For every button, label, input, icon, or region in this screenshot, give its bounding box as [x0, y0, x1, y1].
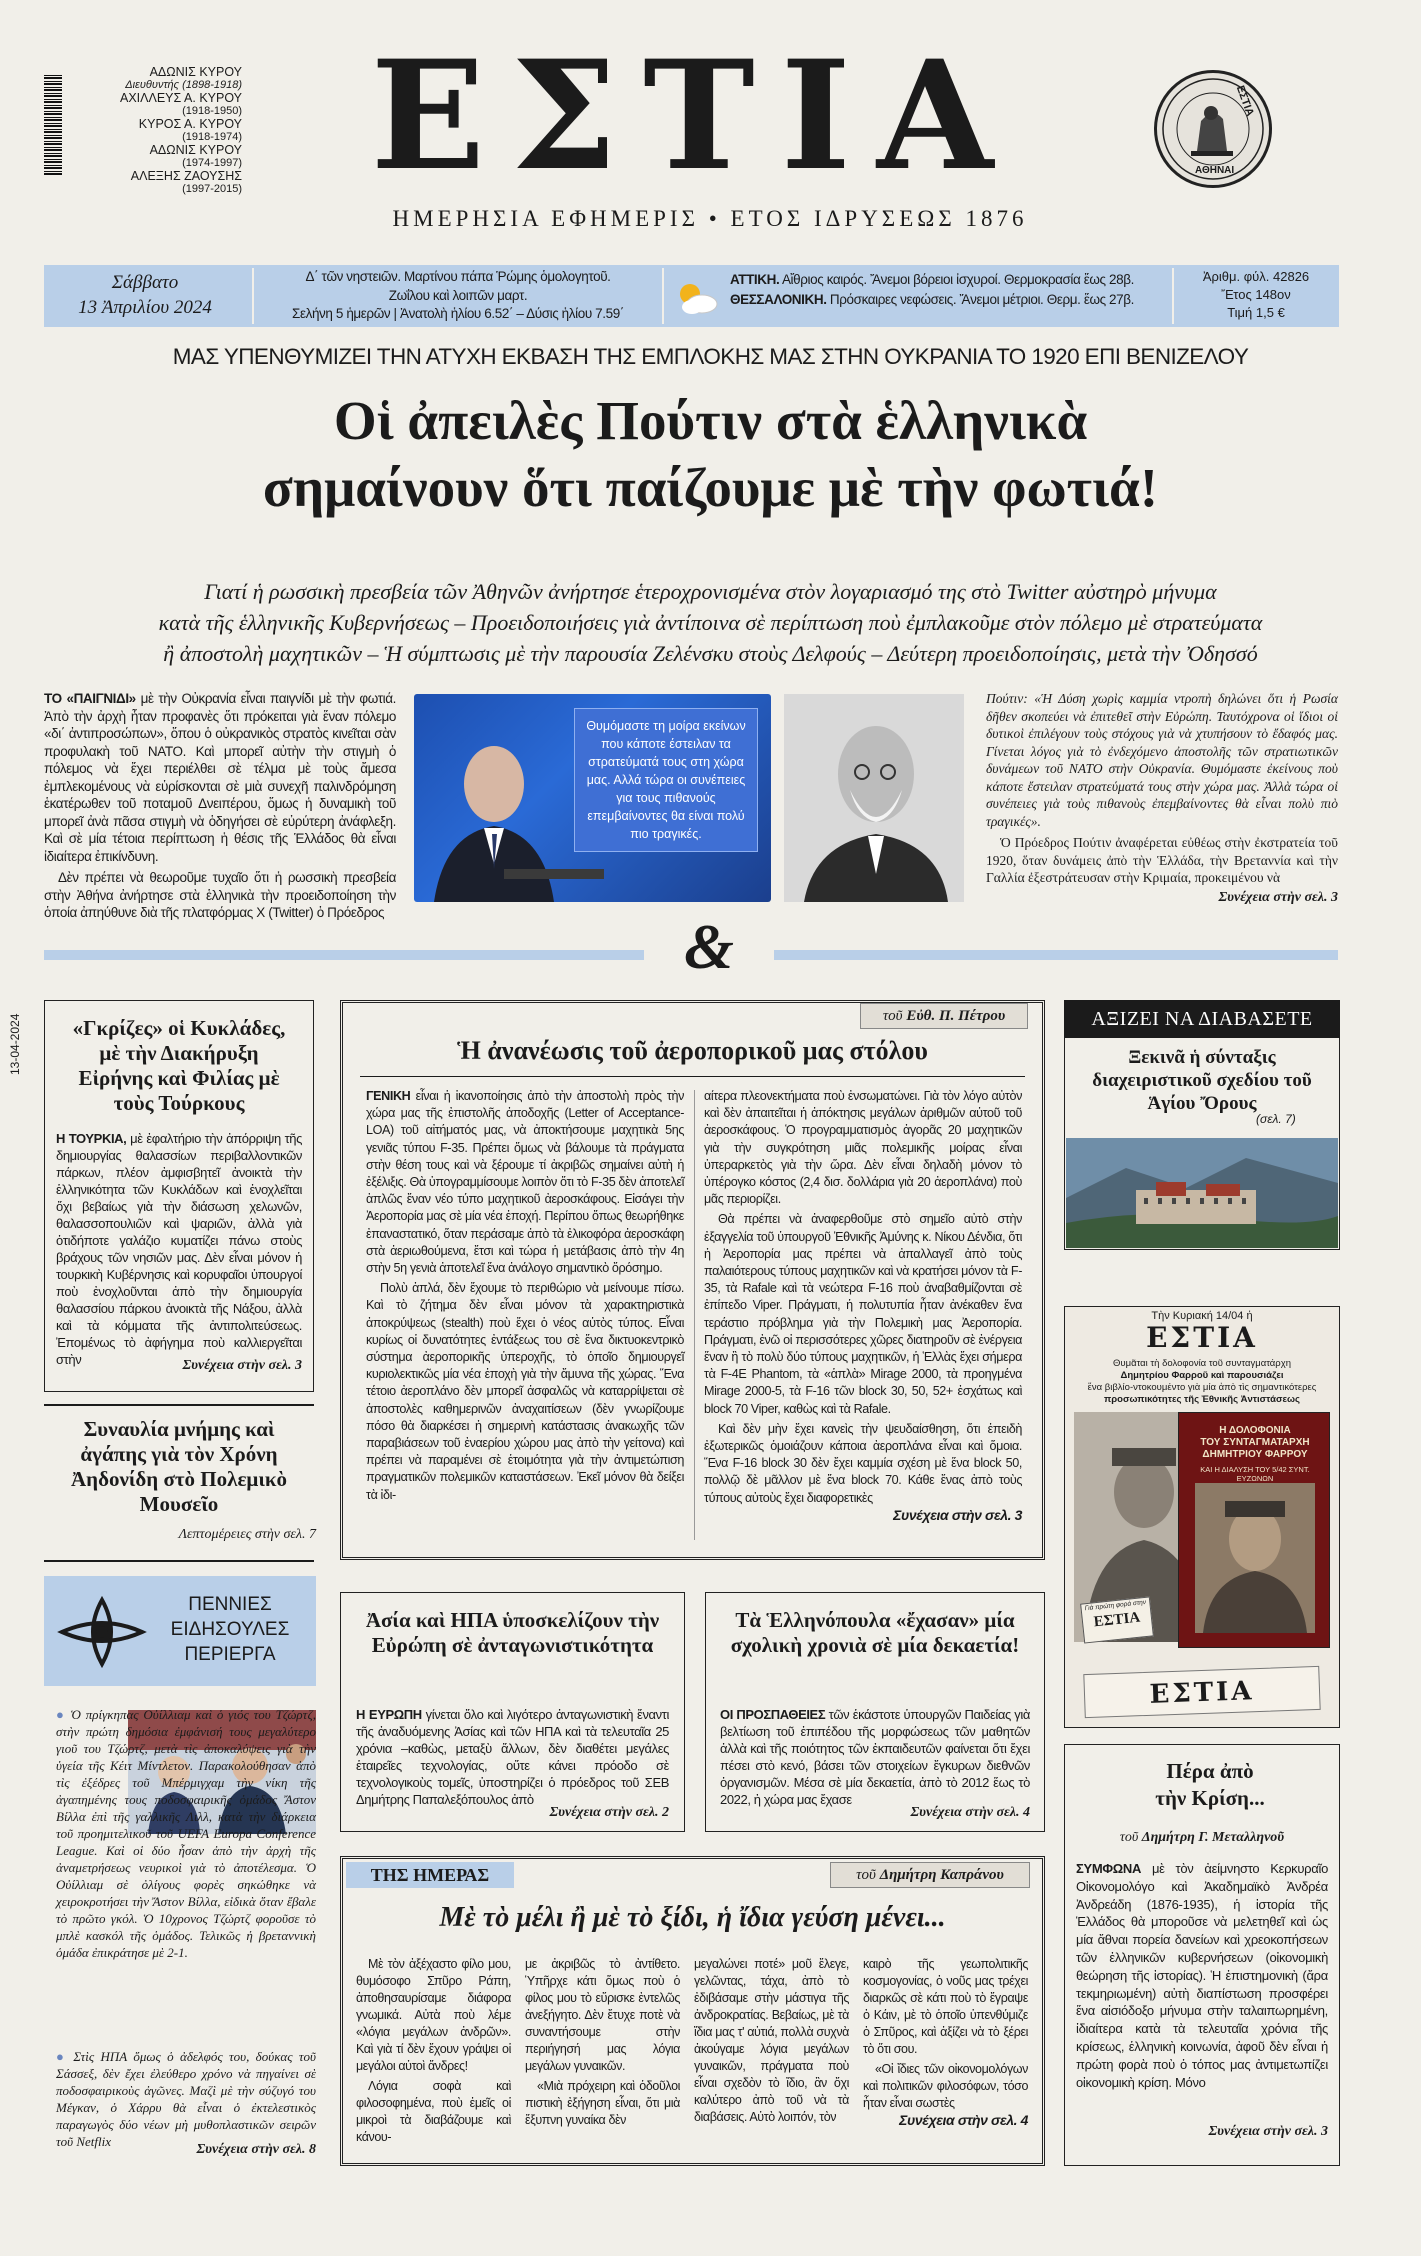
- byline-author: Δημήτρη Καπράνου: [879, 1867, 1004, 1883]
- divider-line: [44, 1404, 314, 1406]
- article-text: καιρὸ τῆς γεωπολιτικῆς κοσμογονίας, ὁ νοῦς μας τρέχει διαρκῶς σὲ κάτι ποὺ τὸ ἔγραψε ὁ Κάιν, μὲ τὸ ὁποῖο ὑπενθύμιζε ὁ Σπῦρος, καὶ ἀξίζει νὰ τὸ ξέρει τὸ ὅτι σου.: [863, 1957, 1028, 2056]
- dropcap: ΟΙ ΠΡΟΣΠΑΘΕΙΕΣ: [720, 1707, 826, 1722]
- founder-name: ΑΛΕΞΗΣ ΖΑΟΥΣΗΣ: [130, 169, 242, 183]
- lead-dropcap: ΤΟ «ΠΑΙΓΝΙΔΙ»: [44, 691, 136, 706]
- weekday: Σάββατο: [111, 272, 179, 293]
- continue-link[interactable]: Συνέχεια στὴν σελ. 3: [182, 1358, 302, 1373]
- promo-paper-name: ΕΣΤΙΑ: [1146, 1321, 1258, 1354]
- beyond-crisis-title: Πέρα ἀπὸ τὴν Κρίση...: [1155, 1759, 1265, 1810]
- asia-usa-body: [356, 1706, 669, 1808]
- beyond-crisis-byline: [1076, 1830, 1328, 1846]
- article-text: Πολὺ ἁπλά, δὲν ἔχουμε τὸ περιθώριο νὰ μείνουμε πίσω. Καὶ τὸ ζήτημα δὲν εἶναι μόνον τὰ χαρακτηριστικὰ ἀποκρύψεως (stealth) ποὺ ἔχει ὁ νέος αὐτὸς τύπος. Εἶναι κυρίως οἱ δυνατότητες ἐντάξεως του σὲ ἕνα δικτυοκεντρικὸ σύστημα ἀεροπορικῆς ὑπεροχῆς, τὸ ὁποῖο δημιουργεῖ κυριολεκτικῶς μία νέα ἐποχὴ γιὰ τὴν ἄμυνα τῆς χώρας. Ἕνα τέτοιο ἀεροπλάνο δὲν μπορεῖ ἀσφαλῶς νὰ καταρρίψεται σὲ ἀποστολὲς καθημερινῶν ἀναχαιτίσεων (δὲν γνωρίζουμε πόσο θὰ διαρκέσει ἡ σημερινὴ κατάστασις ἀνακωχῆς τῶν παραβιάσεων τοῦ ἐναερίου χώρου μας ἀπὸ τὴν γείτονα) καὶ πρέπει νὰ παραμένει σὲ ἑτοιμότητα γιὰ τὴν ἀντιμετώπιση πραγματικῶν πολεμικῶν καταστάσεων. Ἐκεῖ μόνον θὰ δείξει τὰ ἰδι-: [366, 1281, 684, 1502]
- airforce-col-1: [366, 1088, 684, 1504]
- founder-years: (1918-1950): [182, 105, 242, 117]
- lead-column-4: [986, 690, 1338, 906]
- trivia-text: Στὶς ΗΠΑ ὅμως ὁ ἀδελφός του, δούκας τοῦ Σάσσεξ, δὲν ἔχει ἐλεύθερο χρόνο νὰ πηγαίνει σὲ ποδοσφαιρικοὺς ἀγῶνες. Μαζὶ μὲ τὴν σύζυγό του Μέγκαν, ὁ Χάρρυ θὰ εἶναι ὁ ἐκτελεστικὸς παραγωγὸς δύο νέων μὴ μυθοπλαστικῶν σειρῶν τοῦ Netflix: [56, 2049, 317, 2149]
- article-text: με ἀκριβῶς τὸ ἀντίθετο. Ὑπῆρχε κάτι ὅμως ποὺ ὁ φίλος μου τὸ εὕρισκε ἐντελῶς ἀνεξήγητο. Δὲν ἔτυχε ποτὲ νὰ συναντήσουμε στὴν περιήγησή μας λόγια μεγάλων γυναικῶν.: [525, 1957, 680, 2073]
- bullet-icon: ●: [56, 2049, 67, 2064]
- airforce-col-2: [704, 1088, 1022, 1524]
- promo-flag: [1080, 1596, 1154, 1643]
- divider-bar-left: [44, 950, 644, 960]
- lead-text: Ὁ Πρόεδρος Πούτιν ἀναφέρεται εὐθέως στὴν ἐκστρατεία τοῦ 1920, ὅταν δυνάμεις ἀπὸ τὴν Ἑλλάδα, τὴν Βρεταννία καὶ τὴν Γαλλία ἐξεστράτευσαν στὴν Κριμαία, προκειμένου νὰ: [986, 835, 1338, 885]
- lead-text: Δὲν πρέπει νὰ θεωροῦμε τυχαῖο ὅτι ἡ ρωσσικὴ πρεσβεία στὴν Ἀθήνα ἀνήρτησε στὰ ἑλληνικὰ τὴν προειδοποίηση τὴν ὁποία ἀπηύθυνε διὰ τῆς πλατφόρμας Χ (Twitter) ὁ Πρόεδρος: [44, 870, 396, 920]
- article-text: «Μιὰ πρόχειρη καὶ ὁδοῦλοι πιστικὴ ἐξήγηση εἶναι, ὅτι μιὰ ἔξυπνη γυναίκα δὲν: [525, 2079, 680, 2127]
- barcode: [44, 75, 62, 175]
- newspaper-title: ΕΣΤΙΑ: [370, 28, 1020, 204]
- story-text: μὲ ἐφαλτήριο τὴν ἀπόρριψη τῆς δημιουργίας θαλασσίων περιβαλλοντικῶν πάρκων, πλέον ἀμφισβητεῖ ἀνοικτὰ τὴν ἑλληνικότητα τῶν Κυκλάδων καὶ ἐνοχλεῖται ὄχι βεβαίως γιὰ τὴν διάσωση χελωνῶν, θαλασσοπουλιῶν καὶ ψαριῶν, ἀλλὰ γιὰ ὁτιδήποτε γαλάζιο κυματίζει πάνω στοὺς βράχους τῶν νησιῶν μας. Δὲν εἶναι μόνον ἡ τουρκικὴ Κυβέρνησις καὶ κορυφαῖοι ὑπουργοί ποὺ ἐνοχλοῦνται ἀπὸ τὴν δημιουργία θαλασσίου πάρκου ἀνοικτὰ τῆς Νάξου, ἀλλὰ καὶ τὰ κόμματα τῆς ἀντιπολιτεύσεως. Ἐπομένως τὸ ἀφήγημα ποὺ καλλιεργεῖται στὴν: [56, 1131, 302, 1367]
- weather-icon: [672, 280, 720, 316]
- dropcap: ΣΥΜΦΩΝΑ: [1076, 1861, 1142, 1876]
- today-label: ΤΗΣ ΗΜΕΡΑΣ: [346, 1862, 514, 1888]
- today-col-1: [356, 1956, 511, 2146]
- seal-bottom-text: ΑΘΗΝΑΙ: [1195, 165, 1235, 176]
- article-text: εἶναι ἡ ἱκανοποίησις ἀπὸ τὴν ἀποστολὴ πρὸς τὴν χώρα μας τῆς ἐπιστολῆς ἀποδοχῆς (Letter of Acceptance-LOA) τοῦ αἰτήματός μας, νὰ ἀποκτήσουμε μαχητικὰ 5ης γενιᾶς τύπου F-35. Πρέπει ὅμως νὰ βάλουμε τὰ πράγματα στὴν θέση τους καὶ νὰ ξέρουμε τί ἀκριβῶς σημαίνει αὐτὴ ἡ ἐξέλιξις. Θὰ ὑπογραμμίσουμε λοιπὸν ὅτι τὸ F-35 δὲν ἀποτελεῖ ἁπλῶς ἕναν νέο τύπο μαχητικοῦ ἀεροσκάφους. Εἰσάγει τὴν Ἀεροπορία μας σὲ μία νέα ἐποχή. Περίπου ὅπως θεωρήθηκε ἐπαναστατικό, ὅταν περάσαμε ἀπὸ τὰ ἐλικοφόρα ἀεροσκάφη στὰ ἀεριωθούμενα, ἔτσι καὶ τώρα ἡ μετάβασις ἀπὸ τὴν 4η στὴν 5η γενιὰ ἀποτελεῖ ἕνα ἀνάλογο σημαντικὸ ὅρόσημο.: [366, 1089, 684, 1276]
- founder-years: (1974-1997): [182, 157, 242, 169]
- deck-line: ἢ ἀποστολὴ μαχητικῶν – Ἡ σύμπτωσις μὲ τὴν παρουσία Ζελένσκυ στοὺς Δελφούς – Δεύτερη προειδοποίησις, μετὰ τὴν Ὀδησσό: [163, 641, 1258, 666]
- quote-box: Θυμόμαστε τη μοίρα εκείνων που κάποτε έστειλαν τα στρατεύματά τους στη χώρα μας. Αλλά τώρα οι συνέπειες για τους πιθανούς επεμβαίνοντες θα είναι πολύ πιο τραγικές.: [574, 708, 758, 852]
- left-story-1-title: «Γκρίζες» οἱ Κυκλάδες, μὲ τὴν Διακήρυξη Εἰρήνης καὶ Φιλίας μὲ τοὺς Τούρκους: [72, 1016, 286, 1115]
- lead-quote-text: Πούτιν: «Ἡ Δύση χωρὶς καμμία ντροπὴ δηλώνει ὅτι ἡ Ρωσία δῆθεν σκοπεύει νὰ ἐπιτεθεῖ στὴν Εὐρώπη. Ταυτόχρονα οἱ ἴδιοι οἱ δυτικοὶ ἐπιλέγουν τοὺς στόχους γιὰ νὰ χτυπήσουν τὸ ἔδαφός μας. Γίνεται λόγος γιὰ τὸ ἐνδεχόμενο ἀποστολῆς τῶν στρατιωτικῶν δυνάμεων τοῦ ΝΑΤΟ στὴν Οὐκρανία. Θυμόμαστε ἐκείνους ποὺ κάποτε ἔστειλαν στρατεύματά τους στὴν χώρα μας. Ἀλλὰ τώρα οἱ συνέπειες γιὰ τοὺς πιθανοὺς ἐπεμβαίνοντες θὰ εἶναι πολὺ πιὸ τραγικές».: [986, 691, 1338, 829]
- lead-column-1: [44, 690, 396, 922]
- trivia-text-1: [56, 1706, 316, 1961]
- lead-deck: [40, 576, 1381, 669]
- byline-prefix: τοῦ: [1119, 1830, 1139, 1845]
- info-divider: [252, 268, 254, 324]
- book-title-line: ΤΟΥ ΣΥΝΤΑΓΜΑΤΑΡΧΗ: [1200, 1437, 1310, 1448]
- newspaper-subtitle: ΗΜΕΡΗΣΙΑ ΕΦΗΜΕΡΙΣ • ΕΤΟΣ ΙΔΡΥΣΕΩΣ 1876: [392, 206, 1028, 231]
- today-col-3: [694, 1956, 849, 2126]
- byline: [860, 1003, 1028, 1029]
- article-text: γίνεται ὅλο καὶ λιγότερο ἀνταγωνιστικὴ ἔναντι τῆς ἀναδυόμενης Ἀσίας καὶ τῶν ΗΠΑ καὶ τὰ τελευταῖα 25 χρόνια –καθὼς, μεταξὺ ἄλλων, δὲν διαθέτει μεγάλες ἑταιρεῖες τεχνολογίας, οὔτε κάνει πρόοδο σὲ τεχνολογικοὺς τομεῖς, ὑποστηρίζει ὁ πρόεδρος τοῦ ΣΕΒ Δημήτρης Παπαλεξόπουλος ἀπὸ: [356, 1707, 669, 1807]
- continue-link[interactable]: Συνέχεια στὴν σελ. 3: [1208, 2124, 1328, 2139]
- book-portrait: [1195, 1483, 1315, 1633]
- article-text: Θὰ πρέπει νὰ ἀναφερθοῦμε στὸ σημεῖο αὐτὸ στὴν ἐξαγγελία τοῦ ὑπουργοῦ Ἐθνικῆς Ἀμύνης κ. Νίκου Δένδια, ὅτι ἡ Ἀεροπορία μας πρέπει νὰ ἀπαλλαγεῖ ἀπὸ τοὺς παλαιότερους τύπους μαχητικῶν καὶ νὰ κρατήσει μόνον τὰ F-35, τὰ Rafale καὶ τὰ νεώτερα F-16 ποὺ ἀναβαθμίζονται σὲ ἐπίπεδο Viper. Πράγματι, ἡ πολυτυπία ἦταν ἀνέκαθεν ἕνα τεράστιο πρόβλημα γιὰ τὴν Πολεμικὴ μας Ἀεροπορία. Πράγματι, ἐνῶ οἱ περισσότερες χῶρες διατηροῦν σὲ ἐνέργεια ἕναν ἢ τὸ πολὺ δύο τύπους μαχητικῶν, ἡ Ἑλλὰς ἔχει σήμερα τὰ F-4E Phantom, τὰ «ἁπλὰ» Mirage 2000, τὰ προηγμένα Mirage 2000-5, τὰ F-16 τῶν block 30, 50, 52+ ἐσχάτως καὶ block 70 Viper, καθὼς καὶ τὰ Rafale.: [704, 1212, 1022, 1416]
- article-text: Λόγια σοφὰ καὶ φιλοσοφημένα, ποὺ ἐμεῖς οἱ μικροὶ τὰ διαβάζουμε καὶ κάνου-: [356, 2079, 511, 2144]
- info-divider: [662, 268, 664, 324]
- mount-athos-photo: [1066, 1138, 1338, 1248]
- trivia-text-2: [56, 2048, 316, 2150]
- founder-years: Διευθυντής (1898-1918): [125, 79, 242, 91]
- dropcap: Η ΤΟΥΡΚΙΑ,: [56, 1131, 127, 1146]
- seal-emblem: [1154, 70, 1272, 188]
- byline-prefix: τοῦ: [882, 1008, 903, 1024]
- bullet-icon: ●: [56, 1707, 66, 1722]
- deck-line: κατὰ τῆς ἑλληνικῆς Κυβερνήσεως – Προειδοποιήσεις γιὰ ἀντίποινα σὲ περίπτωση ποὺ ἐμπλακοῦμε στὸν πόλεμο μὲ στρατεύματα: [158, 610, 1263, 635]
- today-col-2: [525, 1956, 680, 2129]
- founder-years: (1997-2015): [182, 183, 242, 195]
- ampersand-ornament: &: [684, 911, 734, 982]
- banner-line: ΕΙΔΗΣΟΥΛΕΣ: [170, 1619, 290, 1640]
- promo-line: προσωπικότητες τῆς Ἐθνικῆς Ἀντιστάσεως: [1104, 1394, 1300, 1405]
- divider-line: [44, 1560, 314, 1562]
- today-title: Μὲ τὸ μέλι ἢ μὲ τὸ ξίδι, ἡ ἴδια γεύση μένει...: [439, 1902, 946, 1933]
- issue-box: [1176, 268, 1336, 322]
- issue-number: Ἀριθμ. φύλ. 42826: [1202, 269, 1310, 284]
- weather-text: Αἴθριος καιρός. Ἄνεμοι βόρειοι ἰσχυροί. Θερμοκρασία ἕως 28β.: [781, 272, 1134, 287]
- moon-sun-line: Σελήνη 5 ἡμερῶν | Ἀνατολὴ ἡλίου 6.52΄ – Δύσις ἡλίου 7.59΄: [292, 306, 624, 321]
- article-text: αίτερα πλεονεκτήματα ποὺ ἐνσωματώνει. Γιὰ τὸν λόγο αὐτὸν καὶ δὲν ἀπαιτεῖται ἡ ἀπόκτησις μεγάλων ἀριθμῶν αὐτοῦ τοῦ ἀεροσκάφους. Ὁ προγραμματισμὸς ἀγορᾶς 20 μαχητικῶν γιὰ τὴν συγκρότηση μιᾶς πολεμικῆς μοίρας εἶναι ὑπεραρκετὸς γιὰ τὴν ὥρα. Δὲν εἶναι δηλαδὴ μόνον τὸ ὑπέρογκο κόστος (2,4 δισ. δολλάρια γιὰ 20 ἀεροπλάνα) ποὺ μᾶς περιορίζει.: [704, 1089, 1022, 1207]
- trivia-text: Ὁ πρίγκηπας Οὐίλλιαμ καὶ ὁ γιός του Τζώρτζ, στὴν πρώτη δημόσια ἐμφάνισή τους μεγαλύτερο γιοῦ του Τζώρτζ, μετὰ τὶς ἀποκαλύψεις γιὰ τὴν ὑγεία τῆς Κέιτ Μίντλετον. Παρακολούθησαν ἀπὸ τὶς ἐξέδρες τοῦ Μπέρμιγχαμ τὴν νίκη τῆς ἀγαπημένης τους ποδοσφαιρικῆς ὁμάδος Ἄστον Βίλλα ἐπὶ τῆς γαλλικῆς Λιλλ, κατὰ τὴν διάρκεια τοῦ προημιτελικοῦ τοῦ UEFA Europa Conference League. Καὶ οἱ δύο ἦσαν ἀπὸ τὴν ἀρχὴ τῆς ἀναμετρήσεως νευρικοὶ γιὰ τὸ ἀποτέλεσμα. Ὁ Οὐίλλιαμ σὲ ὀλίγους φορὲς σηκώθηκε νὰ χειροκροτήσει τὴν Ἄστον Βίλλα, εἰδικὰ ὅταν ἔβαλε τὸ πρῶτο γκόλ. Ὁ 10χρονος Τζώρτζ φοροῦσε τὸ μπλὲ κασκόλ τῆς ὁμάδος. Τελικῶς ἡ βρεταννικὴ ὁμάδα ἐπικράτησε μὲ 2-1.: [56, 1707, 316, 1960]
- seal-top-text: ΕΣΤΙΑ: [1233, 84, 1256, 118]
- banner-line: ΠΕΝΝΙΕΣ: [188, 1594, 272, 1615]
- lead-kicker: ΜΑΣ ΥΠΕΝΘΥΜΙΖΕΙ ΤΗΝ ΑΤΥΧΗ ΕΚΒΑΣΗ ΤΗΣ ΕΜΠΛΟΚΗΣ ΜΑΣ ΣΤΗΝ ΟΥΚΡΑΝΙΑ ΤΟ 1920 ΕΠΙ ΒΕΝΙΖΕΛΟΥ: [172, 344, 1249, 369]
- putin-photo: [414, 694, 771, 902]
- must-read-page: (σελ. 7): [1256, 1112, 1296, 1126]
- article-text: μεγαλώνει ποτέ» μοῦ ἔλεγε, γελῶντας, τάχα, ἀπὸ τὸ ἐδιβάσαμε στὴν μάστιγα τῆς ἀνδροκρατίας. Βεβαίως, μὲ τὰ ἴδια μας τ' αὐτιά, πολλὰ συχνὰ ἀκούγαμε λόγια μεγάλων γυναικῶν, πράγματα ποὺ εἶναι σχεδὸν τὸ ἴδιο, ἂν ὄχι καλύτερο ἀπὸ τοῦ νὰ τὰ διαβάσεις. Αὐτὸ λοιπόν, τὸν: [694, 1957, 849, 2124]
- article-text: «Οἱ ἴδιες τῶν οἰκονομολόγων καὶ πολιτικῶν φιλοσόφων, τόσο ἦταν εἶναι σωστὲς: [863, 2062, 1028, 2110]
- weather-box: [730, 270, 1170, 310]
- weather-text: Πρόσκαιρες νεφώσεις. Ἄνεμοι μέτριοι. Θερμ. ἕως 27β.: [829, 292, 1134, 307]
- promo-top: Τὴν Κυριακή 14/04 ἡ: [1151, 1310, 1253, 1322]
- continue-link[interactable]: Συνέχεια στὴν σελ. 2: [549, 1805, 669, 1820]
- greek-students-body: [720, 1706, 1030, 1808]
- saints-line: Ζωΐλου καὶ λοιπῶν μαρτ.: [388, 287, 528, 303]
- ornament-icon: [54, 1592, 150, 1672]
- weather-region: ΑΤΤΙΚΗ.: [730, 272, 780, 287]
- flag-text: Γιὰ πρώτη φορά στην: [1084, 1598, 1147, 1613]
- founder-name: ΑΧΙΛΛΕΥΣ Α. ΚΥΡΟΥ: [120, 91, 242, 105]
- must-read-title: Ξεκινᾶ ἡ σύνταξις διαχειριστικοῦ σχεδίου τοῦ Ἁγίου Ὄρους: [1092, 1047, 1312, 1114]
- lead-headline-line1: Οἱ ἀπειλὲς Πούτιν στὰ ἑλληνικὰ: [333, 390, 1088, 451]
- continue-link[interactable]: Συνέχεια στὴν σελ. 4: [910, 1805, 1030, 1820]
- must-read-label: ΑΞΙΖΕΙ ΝΑ ΔΙΑΒΑΣΕΤΕ: [1064, 1000, 1340, 1038]
- airforce-title: Ἡ ἀνανέωσις τοῦ ἀεροπορικοῦ μας στόλου: [457, 1036, 928, 1065]
- issue-price: Τιμή 1,5 €: [1227, 305, 1285, 320]
- today-col-4: [863, 1956, 1028, 2129]
- founder-name: ΑΔΩΝΙΣ ΚΥΡΟΥ: [149, 65, 242, 79]
- dropcap: ΓΕΝΙΚΗ: [366, 1089, 411, 1103]
- issue-year: Ἔτος 148ον: [1221, 287, 1291, 302]
- date-box: [50, 270, 240, 320]
- byline-author: Εὐθ. Π. Πέτρου: [906, 1008, 1006, 1024]
- divider-bar-right: [774, 950, 1338, 960]
- book-title: [1183, 1425, 1327, 1461]
- trivia-banner-title: [150, 1592, 310, 1667]
- continue-link[interactable]: Συνέχεια στὴν σελ. 4: [899, 2112, 1028, 2128]
- book-title-line: ΔΗΜΗΤΡΙΟΥ ΦΑΡΡΟΥ: [1202, 1449, 1308, 1460]
- book-title-line: Η ΔΟΛΟΦΟΝΙΑ: [1219, 1425, 1291, 1436]
- side-date: 13-04-2024: [8, 1013, 22, 1075]
- continue-link[interactable]: Λεπτομέρειες στὴν σελ. 7: [178, 1527, 316, 1542]
- lead-headline-line2: σημαίνουν ὅτι παίζουμε μὲ τὴν φωτιά!: [262, 457, 1159, 518]
- lead-text: μὲ τὴν Οὐκρανία εἶναι παιγνίδι μὲ τὴν φωτιά. Ἀπὸ τὴν ἀρχὴ ἦταν προφανὲς ὅτι πρόκειται γιὰ ἕναν πόλεμο «δι΄ ἀντιπροσώπων», ὅπου ὁ οὐκρανικὸς στρατὸς κινεῖται σὰν προφυλακὴ τοῦ ΝΑΤΟ. Καὶ μπορεῖ αὐτὴν τὴν στιγμὴ ὁ πόλεμος νὰ ἔχει περιέλθει σὲ τέλμα μὲ τοὺς ἄμεσα ἐμπλεκομένους νὰ εὑρίσκονται σὲ μιὰ συνεχῆ παλινδρόμηση ἑκατέρωθεν τοῦ ποταμοῦ Δνειπέρου, ὅμως ἡ δυναμικὴ τοῦ μπορεῖ ἀνὰ πᾶσα στιγμὴ νὰ ὁδηγήσει σὲ εὐρύτερη ἀνάφλεξη. Καὶ σὲ μία τέτοια περίπτωση ἡ θέσις τῆς Ἑλλάδος θὰ εἶναι ἰδιαίτερα ἐπικίνδυνη.: [44, 691, 396, 864]
- promo-description: [1074, 1358, 1330, 1406]
- banner-line: ΠΕΡΙΕΡΓΑ: [184, 1644, 276, 1665]
- founder-name: ΑΔΩΝΙΣ ΚΥΡΟΥ: [149, 143, 242, 157]
- weather-region: ΘΕΣΣΑΛΟΝΙΚΗ.: [730, 292, 827, 307]
- left-story-2-title: Συναυλία μνήμης καὶ ἀγάπης γιὰ τὸν Χρόνη Ἀηδονίδη στὸ Πολεμικὸ Μουσεῖο: [70, 1417, 287, 1516]
- dropcap: Η ΕΥΡΩΠΗ: [356, 1707, 422, 1722]
- greek-students-title: Τὰ Ἑλληνόπουλα «ἔχασαν» μία σχολικὴ χρονιὰ σὲ μία δεκαετία!: [730, 1608, 1020, 1657]
- article-text: Μὲ τὸν ἀξέχαστο φίλο μου, θυμόσοφο Σπῦρο Ράπη, ἀποθησαυρίσαμε διάφορα γνωμικά. Αὐτὰ ποὺ λέμε «λόγια μεγάλων ἀνδρῶν». Καὶ γιὰ τί δὲν ἔχουν γράψει οἱ μεγάλοι αὐτοὶ ἄνδρες!: [356, 1957, 511, 2073]
- founder-name: ΚΥΡΟΣ Α. ΚΥΡΟΥ: [138, 117, 242, 131]
- saints-line: Δ΄ τῶν νηστειῶν. Μαρτίνου πάπα Ῥώμης ὁμολογητοῦ.: [305, 269, 611, 284]
- promo-line: Θυμᾶται τὴ δολοφονία τοῦ συνταγματάρχη: [1113, 1358, 1291, 1369]
- byline-prefix: τοῦ: [856, 1867, 876, 1883]
- founder-years: (1918-1974): [182, 131, 242, 143]
- byline-author: Δημήτρη Γ. Μεταλληνοῦ: [1141, 1830, 1285, 1845]
- venizelos-photo: [784, 694, 964, 902]
- column-divider: [694, 1090, 695, 1540]
- flag-paper: ΕΣΤΙΑ: [1093, 1609, 1141, 1631]
- date-text: 13 Ἀπριλίου 2024: [78, 297, 212, 318]
- asia-usa-title: Ἀσία καὶ ΗΠΑ ὑποσκελίζουν τὴν Εὐρώπη σὲ ἀνταγωνιστικότητα: [365, 1608, 660, 1657]
- beyond-crisis-body: [1076, 1860, 1328, 2091]
- deck-line: Γιατί ἡ ρωσσικὴ πρεσβεία τῶν Ἀθηνῶν ἀνήρτησε ἑτεροχρονισμένα στὸν λογαριασμό της στὸ Twitter αὐστηρὸ μήνυμα: [204, 579, 1217, 604]
- info-divider: [1172, 268, 1174, 324]
- promo-folded-paper: ΕΣΤΙΑ: [1083, 1666, 1320, 1718]
- article-text: μὲ τὸν ἀείμνηστο Κερκυραῖο Οἰκονομολόγο καὶ Ἀκαδημαϊκὸ Ἀνδρέα Ἀνδρεάδη (1876-1935), ἡ ἱστορία τῆς Ἑλλάδος θὰ μποροῦσε νὰ μελετηθεῖ καὶ ὡς μία ἄθναι πορεία δανείων καὶ χρεοκοπήσεων τῶν ἑλληνικῶν κυβερνήσεων (οἰκονομικὴ θεώρηση τῆς ἱστορίας). Ἡ ἐπιστημονικὴ (ἄρα τεκμηριωμένη) αὐτὴ διαπίστωση προσφέρει ἕνα αἰσιόδοξο μήνυμα στὴν ταλαιπωρημένη, ἰδιαίτερα κατὰ τὰ τελευταῖα χρόνια τῆς κρίσεως, ἑλληνικὴ κοινωνία, ἀφοῦ δὲν εἶναι ἡ πρώτη φορὰ ποὺ ὁ τόπος μας ἀντιμετωπίζει οἰκονομικὴ κρίση. Μόνο: [1076, 1861, 1329, 2090]
- continue-link[interactable]: Συνέχεια στὴν σελ. 3: [893, 1506, 1022, 1523]
- left-story-1-body: [56, 1130, 302, 1368]
- saints-box: [258, 268, 658, 324]
- continue-link[interactable]: Συνέχεια στὴν σελ. 3: [1218, 889, 1338, 905]
- title-rule: [360, 1076, 1025, 1077]
- article-text: τῶν ἑκάστοτε ὑπουργῶν Παιδείας γιὰ βελτίωση τοῦ ἐπιπέδου τῆς μορφώσεως τῶν μαθητῶν ἀλλὰ καὶ τῆς ποιότητος τῶν ἐκπαιδευτῶν φαίνεται ὅτι ἔχει πέσει στὸ κενό, βάσει τῶν στοιχείων ἔγκυρων διεθνῶν ὀργανισμῶν. Μέσα σὲ μία δεκαετία, ἀπὸ τὸ 2012 ἕως τὸ 2022, ἡ χώρα μας ἔχασε: [720, 1707, 1030, 1807]
- article-text: Καὶ δὲν μὴν ἔχει κανεὶς τὴν ψευδαίσθηση, ὅτι ἐπειδὴ ἐξωτερικῶς ὁμοιάζουν κάποια ἀεροπλάνα εἶναι καὶ ὅμοια. Ἕνα F-16 block 30 δὲν ἔχει καμμία σχέση μὲ ἕνα block 50, πολλῷ δὲ μᾶλλον μὲ ἕνα block 70. Κάθε ἕνας ἀπὸ τοὺς τύπους αὐτοὺς ἔχει διαφορετικὲς: [704, 1421, 1022, 1505]
- promo-line: Δημητρίου Φαρροῦ καὶ παρουσιάζει: [1120, 1370, 1284, 1381]
- promo-line: ἕνα βιβλίο-ντοκουμέντο γιὰ μία ἀπὸ τὶς σημαντικότερες: [1087, 1382, 1317, 1393]
- today-byline: [830, 1862, 1030, 1888]
- continue-link[interactable]: Συνέχεια στὴν σελ. 8: [196, 2142, 316, 2157]
- book-subtitle: ΚΑΙ Η ΔΙΑΛΥΣΗ ΤΟΥ 5/42 ΣΥΝΤ. ΕΥΖΩΝΩΝ: [1200, 1465, 1310, 1483]
- founders-list: [70, 66, 242, 196]
- book-cover: [1178, 1412, 1330, 1648]
